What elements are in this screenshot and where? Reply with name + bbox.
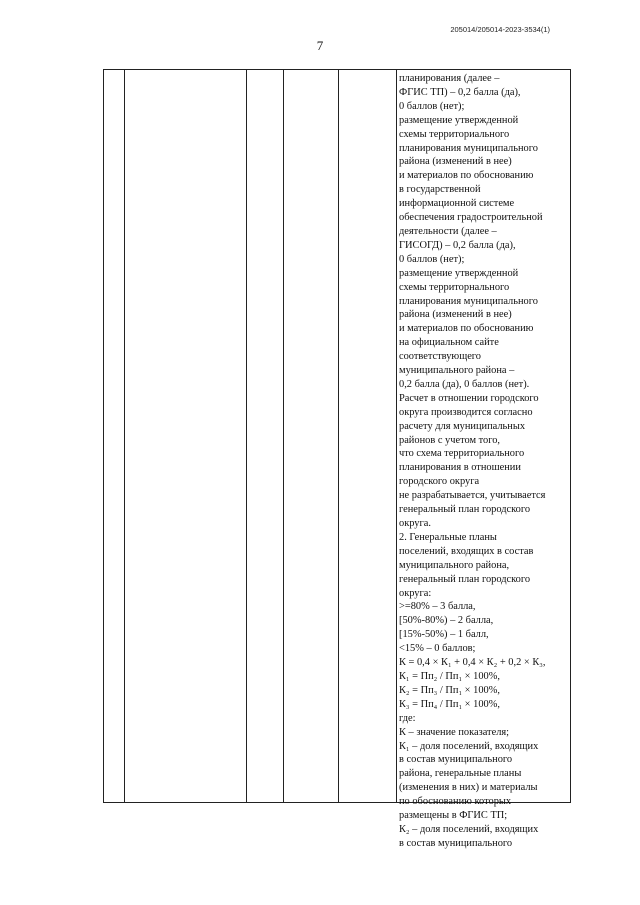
criteria-cell-text [399, 72, 571, 851]
cell-line: округа производится согласно [399, 406, 533, 418]
cell-line: ГИСОГД) – 0,2 балла (да), [399, 239, 516, 251]
cell-line: 2. Генеральные планы [399, 531, 497, 543]
cell-line: деятельности (далее – [399, 225, 497, 237]
cell-line: размещение утвержденной [399, 267, 519, 279]
cell-line: информационной системе [399, 198, 515, 210]
cell-line: по обоснованию которых [399, 796, 512, 808]
page-number: 7 [316, 38, 324, 53]
cell-line: К₁ – доля поселений, входящих [399, 740, 539, 752]
cell-line: К – значение показателя; [399, 726, 510, 738]
cell-line: (изменения в них) и материалы [399, 782, 538, 794]
column-divider [396, 70, 397, 802]
cell-line: схемы территориального [399, 128, 510, 140]
cell-line: планирования (далее – [399, 73, 500, 84]
column-divider [338, 70, 339, 802]
cell-line: округа: [399, 587, 432, 599]
cell-line: муниципального района – [399, 365, 515, 377]
cell-line: >=80% – 3 балла, [399, 601, 476, 613]
cell-line: генеральный план городского [399, 573, 531, 585]
cell-line: схемы территорнального [399, 281, 510, 293]
cell-line: и материалов по обоснованию [399, 323, 534, 335]
cell-line: планирования муниципального [399, 295, 538, 307]
cell-line: К₃ = Пп₄ / Пп₁ × 100%, [399, 698, 500, 710]
cell-line: планирования в отношении [399, 462, 521, 474]
cell-line: К = 0,4 × К₁ + 0,4 × К₂ + 0,2 × К₃, [399, 657, 546, 669]
cell-line: муниципального района, [399, 559, 510, 571]
cell-line: К₂ = Пп₃ / Пп₁ × 100%, [399, 684, 500, 696]
cell-line: соответствующего [399, 351, 482, 363]
cell-line: что схема территориального [399, 448, 525, 460]
cell-line: в государственной [399, 184, 481, 196]
cell-line: К₁ = Пп₂ / Пп₁ × 100%, [399, 670, 500, 682]
cell-line: <15% – 0 баллов; [399, 643, 476, 655]
cell-line: 0 баллов (нет); [399, 253, 465, 265]
cell-line: размещение утвержденной [399, 114, 519, 126]
cell-line: ФГИС ТП) – 0,2 балла (да), [399, 86, 521, 98]
cell-line: городского округа [399, 476, 480, 488]
column-divider [124, 70, 125, 802]
cell-line: поселений, входящих в состав [399, 545, 534, 557]
column-divider [246, 70, 247, 802]
document-table [103, 69, 571, 849]
cell-line: и материалов по обоснованию [399, 170, 534, 182]
cell-line: округа. [399, 518, 431, 529]
cell-line: районов с учетом того, [399, 434, 501, 446]
cell-line: в состав муниципального [399, 754, 513, 766]
cell-line: на официальном сайте [399, 337, 499, 349]
cell-line: района, генеральные планы [399, 768, 522, 780]
document-id: 205014/205014-2023-3534(1) [450, 25, 550, 34]
cell-line: размещены в ФГИС ТП; [399, 810, 508, 822]
cell-line: 0 баллов (нет); [399, 100, 465, 112]
cell-line: обеспечения градостроительной [399, 212, 543, 224]
cell-line: [15%-50%) – 1 балл, [399, 629, 489, 641]
cell-line: расчету для муниципальных [399, 420, 526, 432]
cell-line: [50%-80%) – 2 балла, [399, 615, 494, 627]
cell-line: где: [399, 712, 416, 724]
cell-line: района (изменений в нее) [399, 309, 512, 321]
cell-line: планирования муниципального [399, 142, 538, 154]
cell-line: района (изменений в нее) [399, 156, 512, 168]
column-divider [283, 70, 284, 802]
cell-line: генеральный план городского [399, 504, 531, 516]
cell-line: Расчет в отношении городского [399, 392, 539, 404]
cell-line: в состав муниципального [399, 837, 513, 849]
cell-line: К₂ – доля поселений, входящих [399, 823, 539, 835]
cell-line: не разрабатывается, учитывается [399, 490, 546, 502]
cell-line: 0,2 балла (да), 0 баллов (нет). [399, 378, 530, 390]
